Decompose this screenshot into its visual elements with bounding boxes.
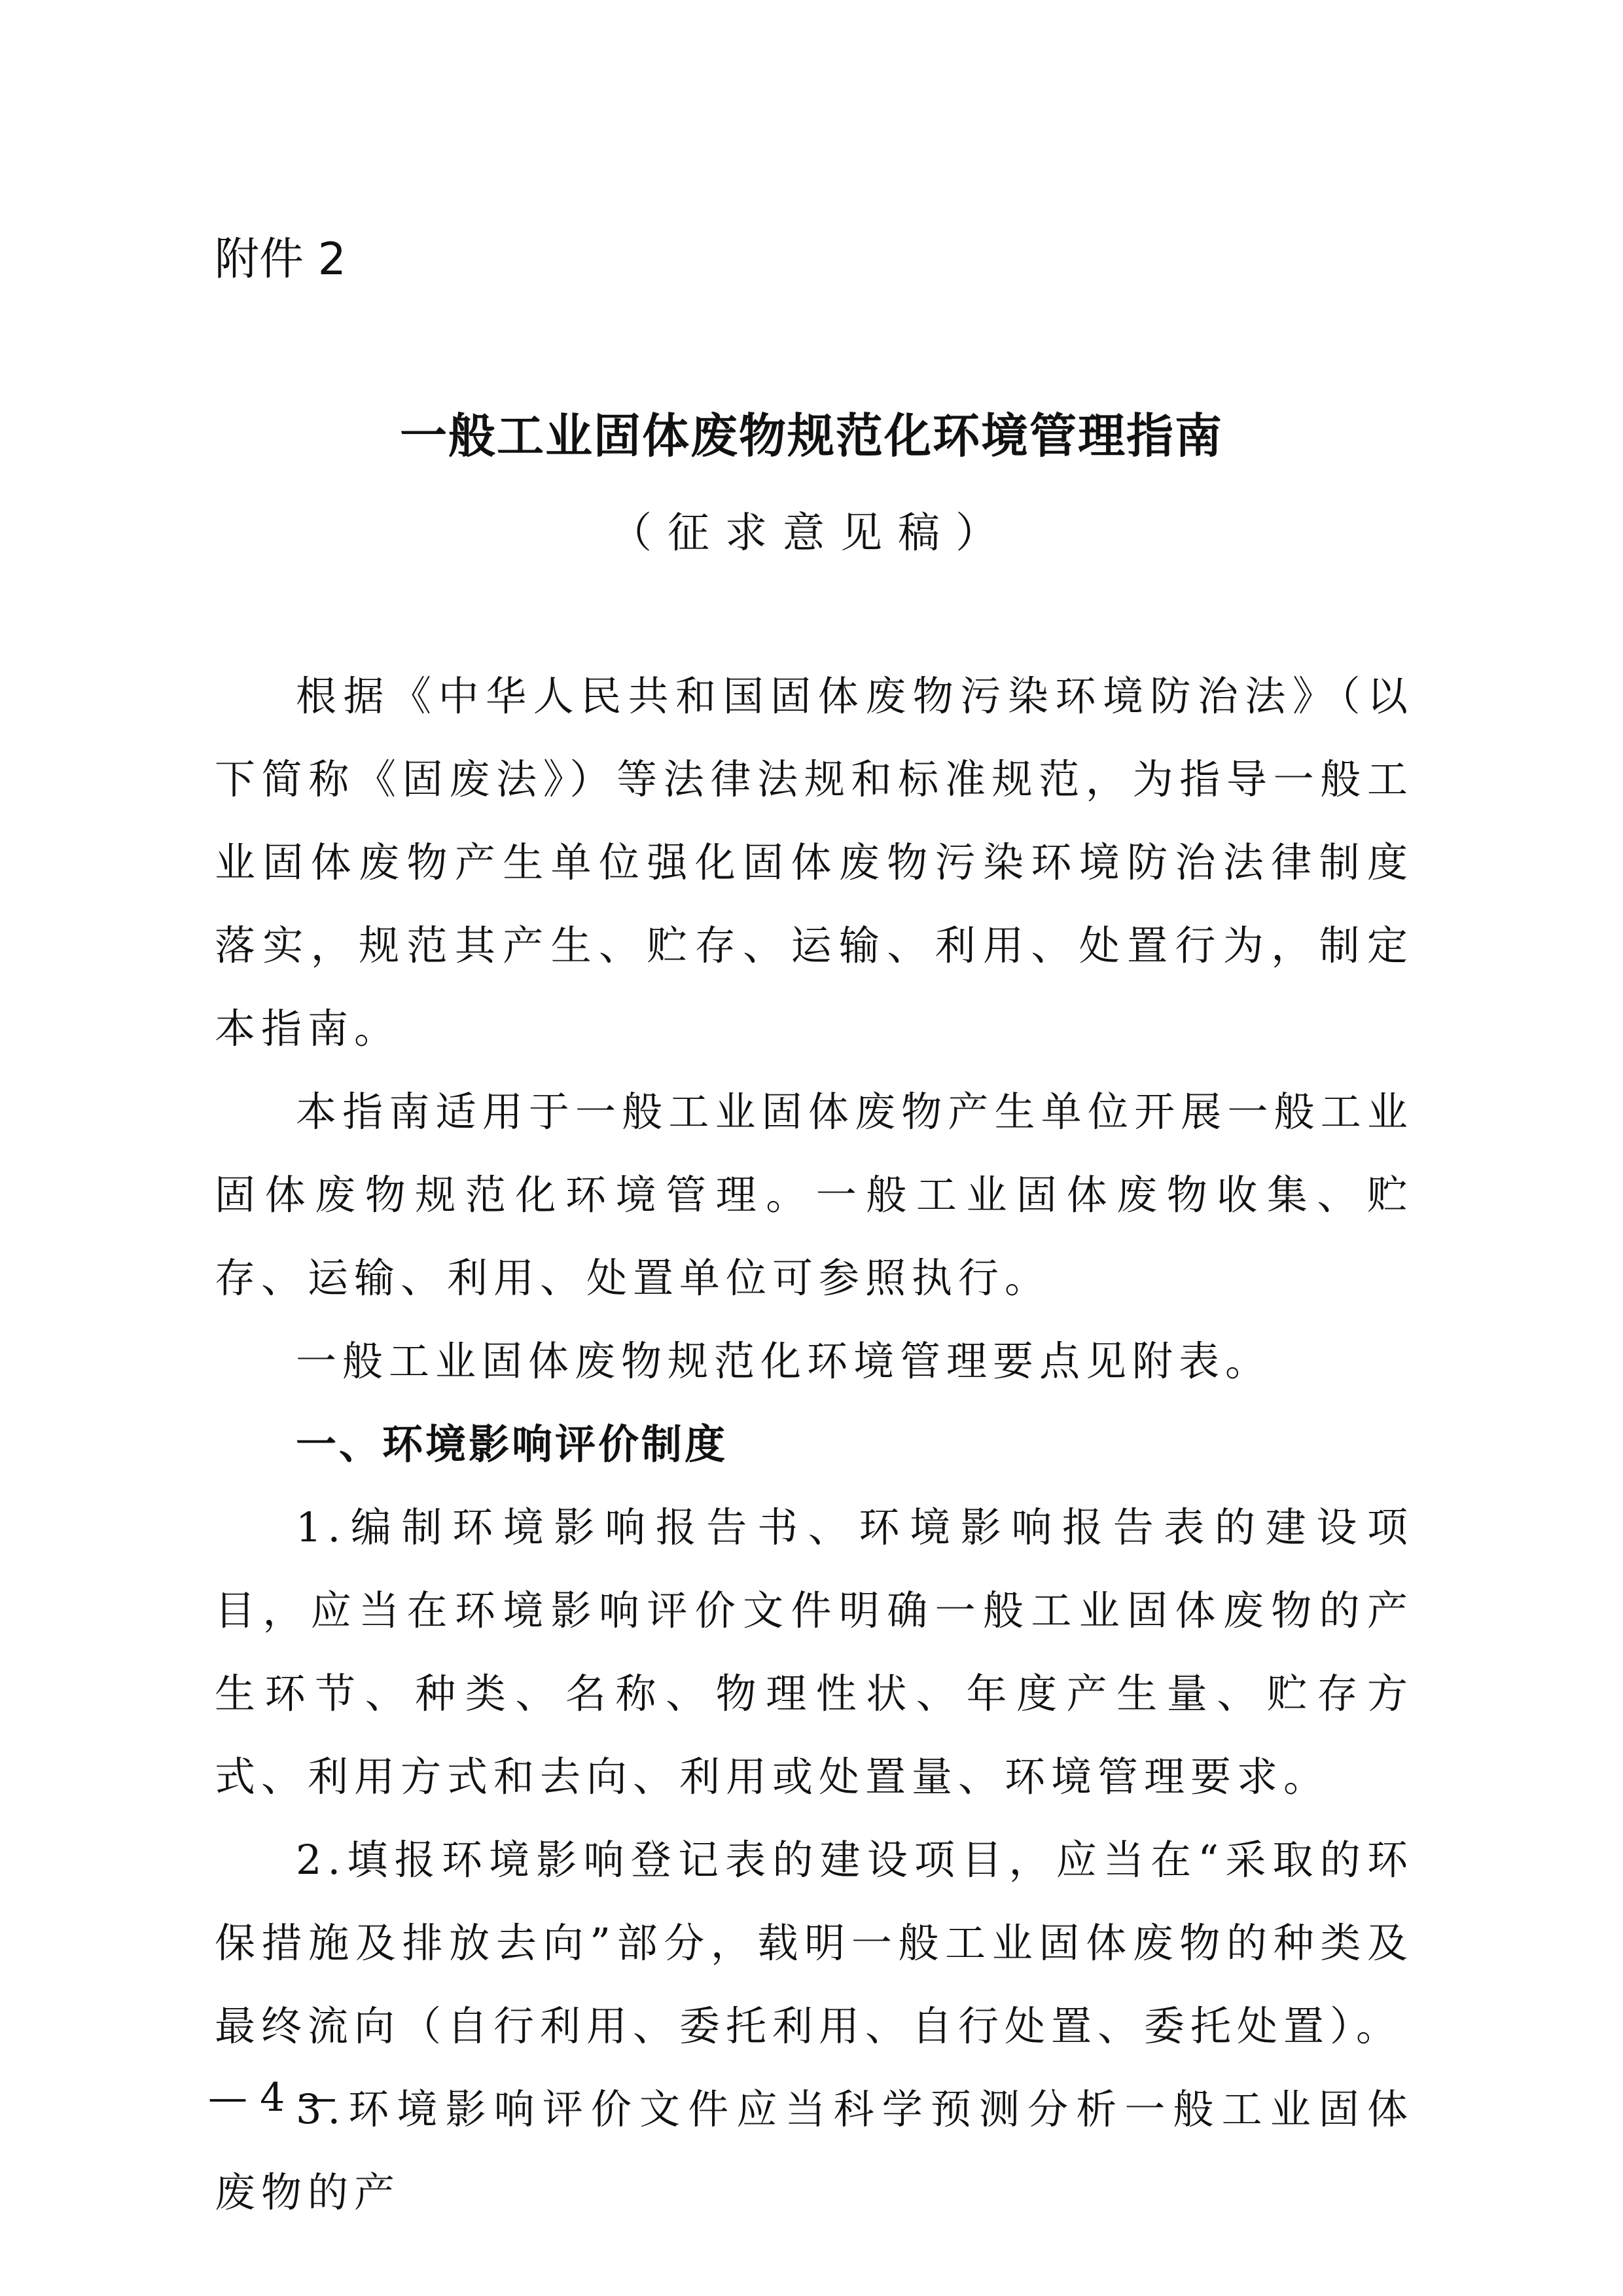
attachment-label: 附件 2 — [215, 234, 346, 285]
list-item: 3.环境影响评价文件应当科学预测分析一般工业固体废物的产 — [215, 2085, 1414, 2216]
body-paragraph: 本指南适用于一般工业固体废物产生单位开展一般工业固体废物规范化环境管理。一般工业固体废物收集、贮存、运输、利用、处置单位可参照执行。 — [215, 1088, 1414, 1302]
body-paragraph: 一般工业固体废物规范化环境管理要点见附表。 — [296, 1337, 1272, 1385]
page-number: — 4 — — [208, 2075, 337, 2121]
document-title: 一般工业固体废物规范化环境管理指南 — [399, 408, 1223, 463]
section-heading: 一、环境影响评价制度 — [296, 1420, 728, 1468]
list-item: 2.填报环境影响登记表的建设项目，应当在“采取的环保措施及排放去向”部分，载明一般工业固体废物的种类及最终流向（自行利用、委托利用、自行处置、委托处置）。 — [215, 1836, 1414, 2050]
body-paragraph: 根据《中华人民共和国固体废物污染环境防治法》（以下简称《固废法》）等法律法规和标准规范，为指导一般工业固体废物产生单位强化固体废物污染环境防治法律制度落实，规范其产生、贮存、运输、利用、处置行为，制定本指南。 — [215, 672, 1414, 1052]
document-subtitle: （征求意见稿） — [610, 509, 1013, 558]
document-body — [215, 655, 1414, 2234]
list-item: 1.编制环境影响报告书、环境影响报告表的建设项目，应当在环境影响评价文件明确一般工业固体废物的产生环节、种类、名称、物理性状、年度产生量、贮存方式、利用方式和去向、利用或处置量、环境管理要求。 — [215, 1503, 1414, 1801]
